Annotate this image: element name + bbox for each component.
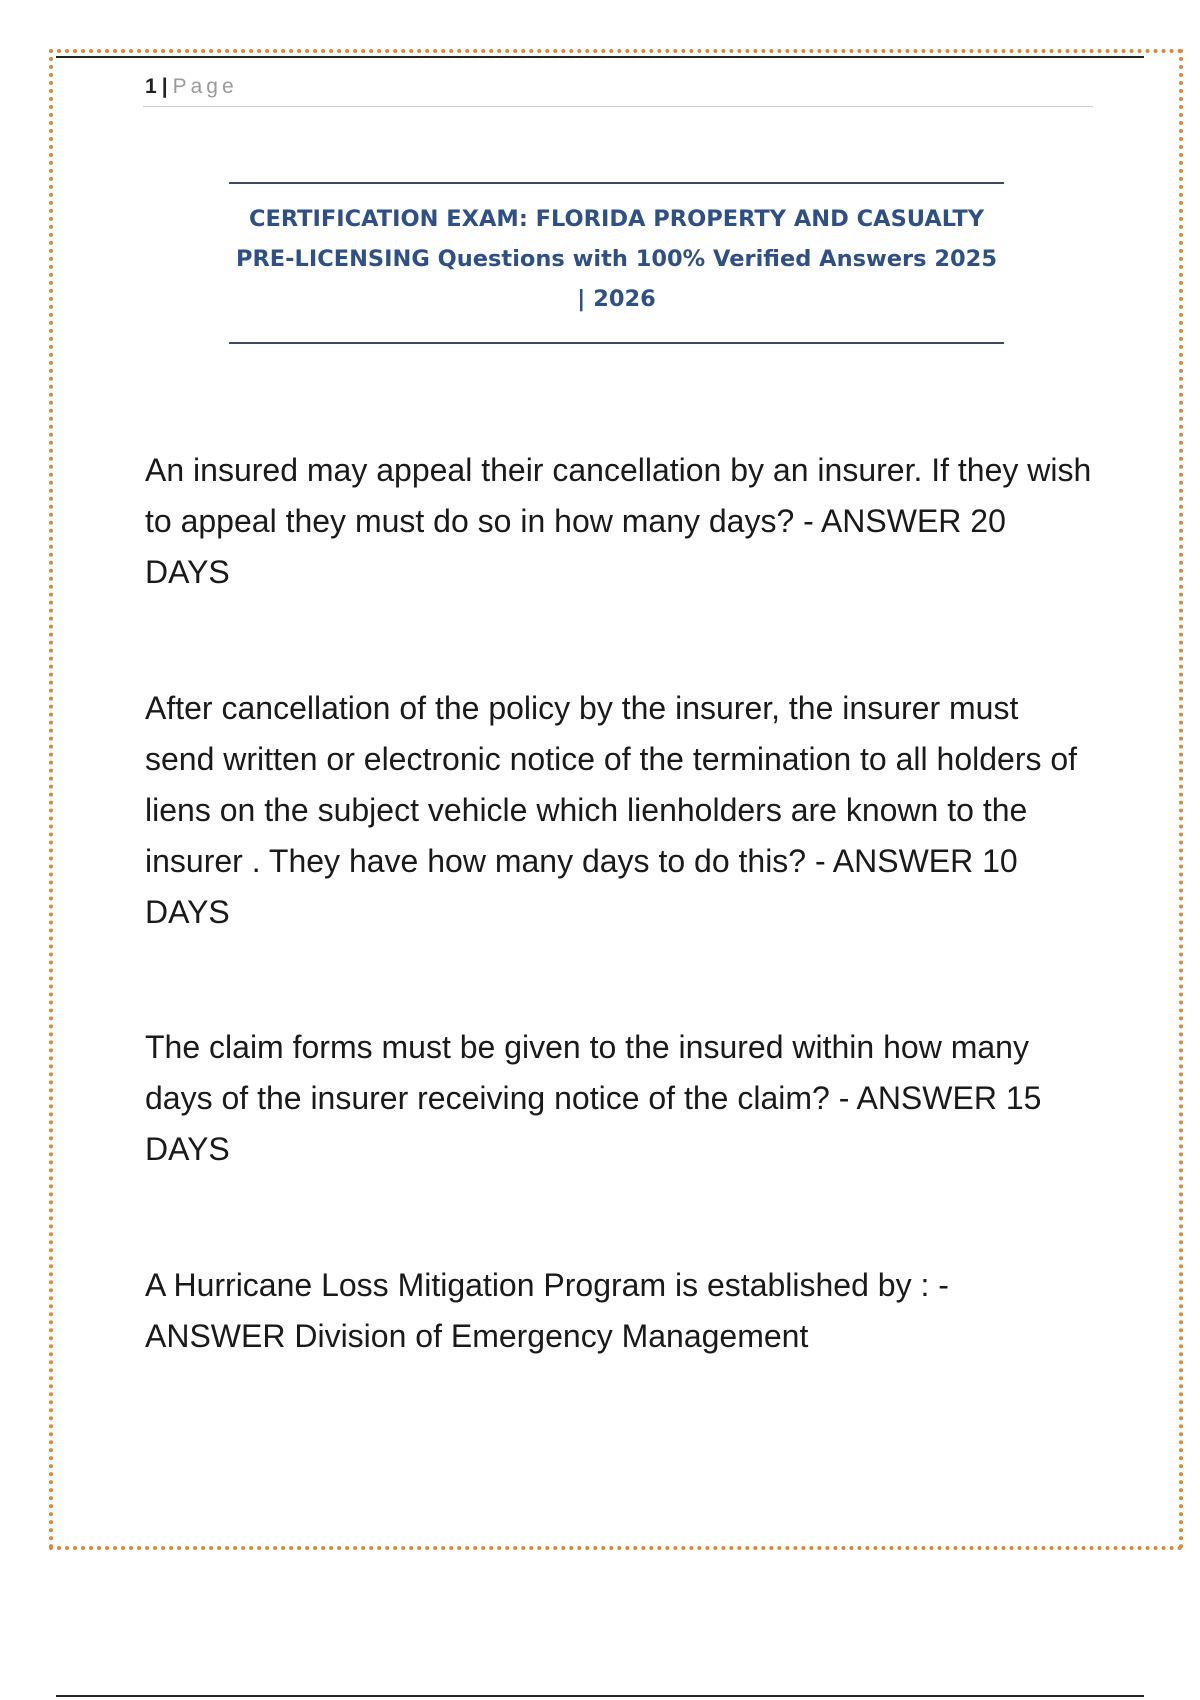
page-label: Page — [172, 75, 238, 98]
page-separator: | — [161, 75, 169, 98]
bottom-rule — [56, 1695, 1144, 1697]
page-number-header — [145, 74, 238, 100]
title-rule-top — [229, 182, 1004, 184]
header-rule — [143, 106, 1093, 107]
question-answer-1: An insured may appeal their cancellation by an insurer. If they wish to appeal they must do so in how many days? - ANSWER 20 DAYS — [145, 452, 1092, 590]
question-answer-4: A Hurricane Loss Mitigation Program is established by : - ANSWER Division of Emergency Management — [145, 1267, 949, 1354]
document-title: CERTIFICATION EXAM: FLORIDA PROPERTY AND CASUALTY PRE-LICENSING Questions with 100% Verified Answers 2025 | 2026 — [235, 206, 997, 312]
question-answer-2: After cancellation of the policy by the insurer, the insurer must send written or electronic notice of the termination to all holders of liens on the subject vehicle which lienholders are known to the insurer . They have how many days to do this? - ANSWER 10 DAYS — [145, 690, 1078, 930]
question-answer-3: The claim forms must be given to the insured within how many days of the insurer receiving notice of the claim? - ANSWER 15 DAYS — [145, 1029, 1042, 1167]
top-rule — [56, 56, 1144, 58]
page-number: 1 — [145, 75, 158, 98]
title-rule-bottom — [229, 342, 1004, 344]
